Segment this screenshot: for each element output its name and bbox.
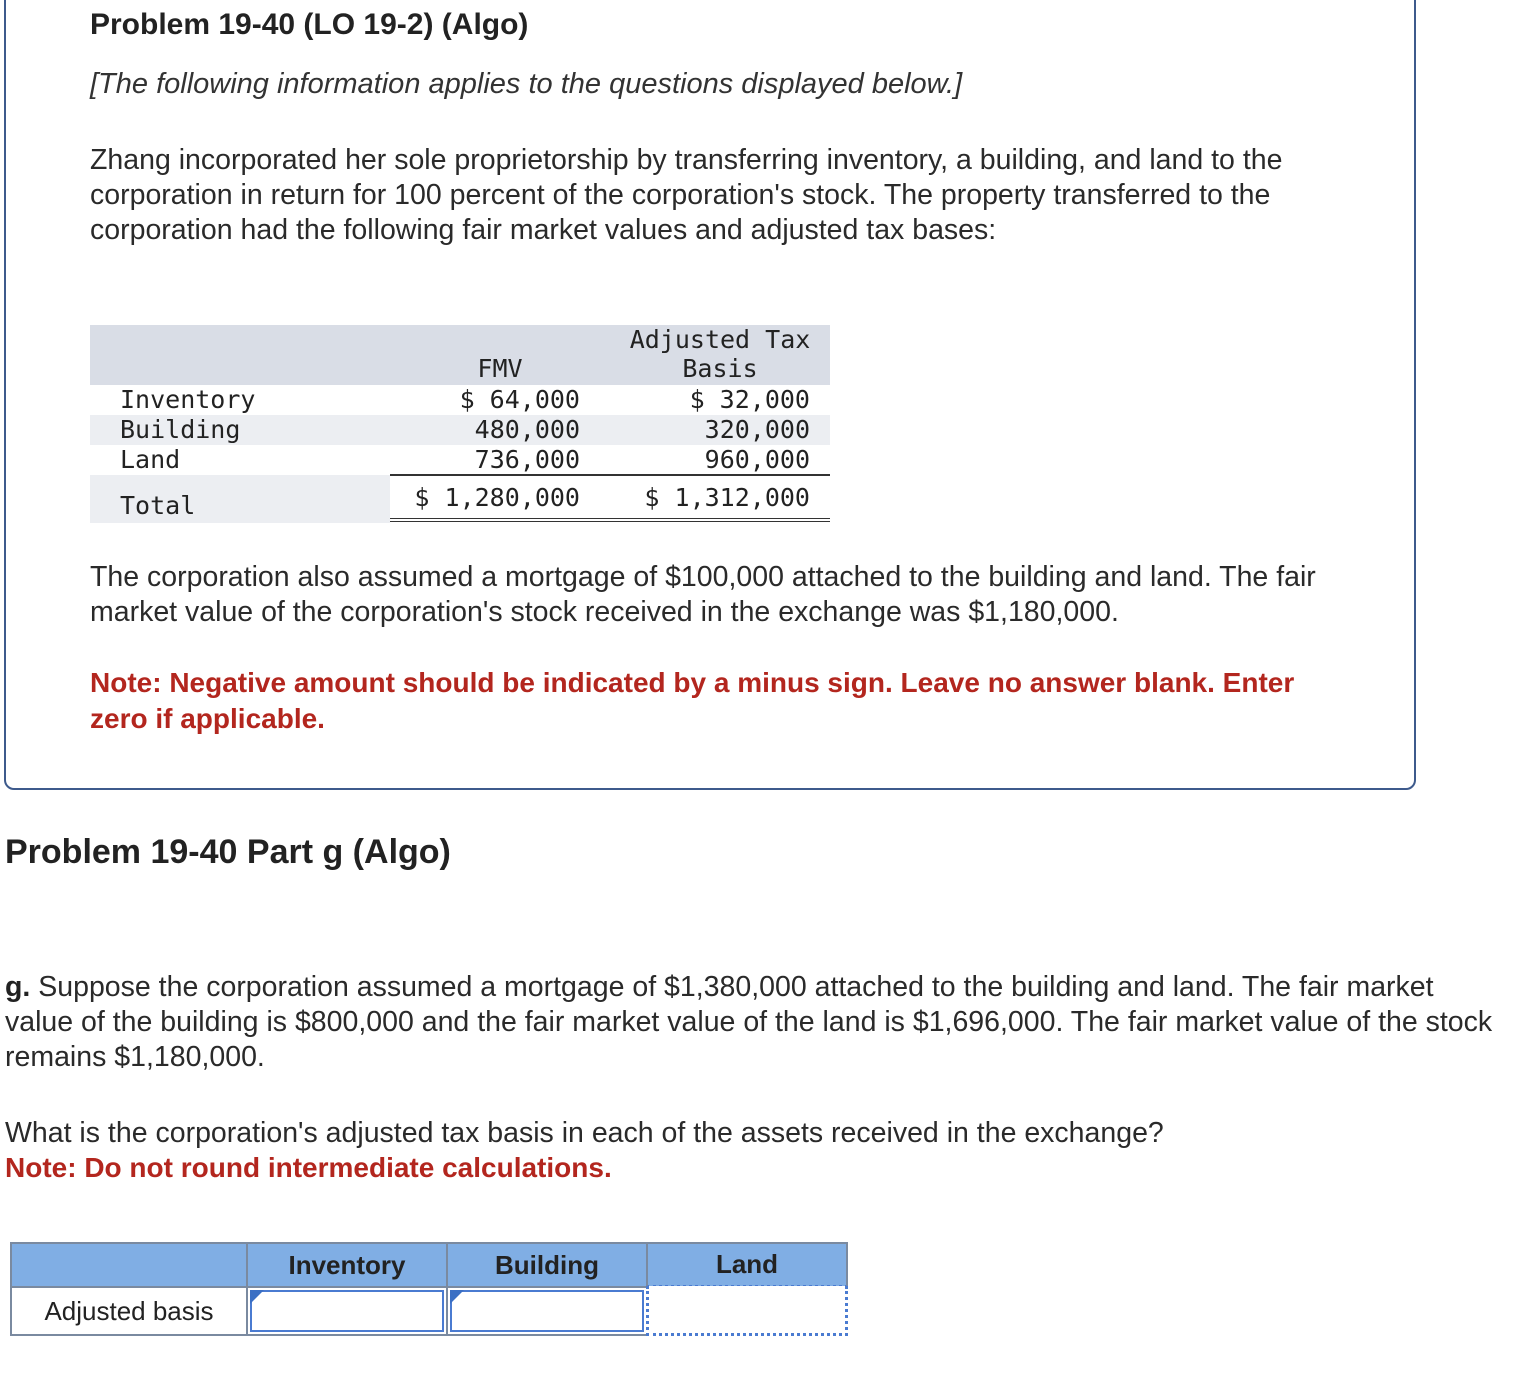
total-fmv: $ 1,280,000 <box>414 483 580 512</box>
answer-grid <box>10 1242 848 1336</box>
inventory-basis-input[interactable] <box>250 1290 444 1332</box>
grid-corner-header <box>10 1242 248 1288</box>
header-adjusted-line1: Adjusted Tax <box>629 325 811 354</box>
subtotal-rule <box>390 474 830 476</box>
table-row <box>90 445 830 475</box>
problem-title: Problem 19-40 (LO 19-2) (Algo) <box>90 8 529 41</box>
row-label: Inventory <box>120 385 256 414</box>
question-prompt: What is the corporation's adjusted tax basis in each of the assets received in the exchange? <box>5 1117 1164 1149</box>
row-adjusted: 320,000 <box>704 415 810 444</box>
header-adjusted-basis <box>610 325 830 383</box>
total-double-rule <box>390 518 830 522</box>
row-label: Land <box>120 445 181 474</box>
question-letter: g. <box>5 971 31 1003</box>
question-text: Suppose the corporation assumed a mortgage of $1,380,000 attached to the building and land. The fair market value of the building is $800,000 and the fair market value of the land is $1,696,000. The fair market value of the stock remains $1,180,000. <box>5 971 1493 1073</box>
scenario-paragraph: Zhang incorporated her sole proprietorship by transferring inventory, a building, and land to the corporation in return for 100 percent of the corporation's stock. The property transferred to the corporation had the following fair market values and adjusted tax bases: <box>90 144 1283 246</box>
intro-note: [The following information applies to the questions displayed below.] <box>90 68 963 100</box>
row-adjusted: $ 32,000 <box>689 385 810 414</box>
table-row <box>90 385 830 415</box>
answer-flag-icon <box>450 1290 464 1304</box>
inventory-basis-cell <box>246 1286 448 1336</box>
row-label-adjusted-basis: Adjusted basis <box>10 1286 248 1336</box>
total-row <box>90 483 830 520</box>
rounding-note: Note: Do not round intermediate calculations. <box>5 1152 612 1183</box>
header-adjusted-line2: Basis <box>682 354 758 383</box>
building-basis-cell <box>446 1286 648 1336</box>
mortgage-paragraph: The corporation also assumed a mortgage of $100,000 attached to the building and land. The fair market value of the corporation's stock received in the exchange was $1,180,000. <box>90 561 1316 628</box>
total-label: Total <box>120 491 196 520</box>
land-basis-cell[interactable] <box>646 1286 848 1336</box>
row-fmv: 736,000 <box>474 445 580 474</box>
row-adjusted: 960,000 <box>704 445 810 474</box>
row-label: Building <box>120 415 241 444</box>
table-row <box>90 415 830 445</box>
row-fmv: $ 64,000 <box>459 385 580 414</box>
question-g <box>5 970 1505 1075</box>
header-fmv: FMV <box>477 354 523 383</box>
column-header-building: Building <box>446 1242 648 1288</box>
part-title: Problem 19-40 Part g (Algo) <box>5 833 451 871</box>
negative-amount-note: Note: Negative amount should be indicated by a minus sign. Leave no answer blank. Enter zero if applicable. <box>90 667 1295 734</box>
total-adjusted: $ 1,312,000 <box>644 483 810 512</box>
building-basis-input[interactable] <box>450 1290 644 1332</box>
column-header-land: Land <box>646 1242 848 1288</box>
table-header <box>90 325 830 385</box>
row-fmv: 480,000 <box>474 415 580 444</box>
answer-flag-icon <box>250 1290 264 1304</box>
column-header-inventory: Inventory <box>246 1242 448 1288</box>
